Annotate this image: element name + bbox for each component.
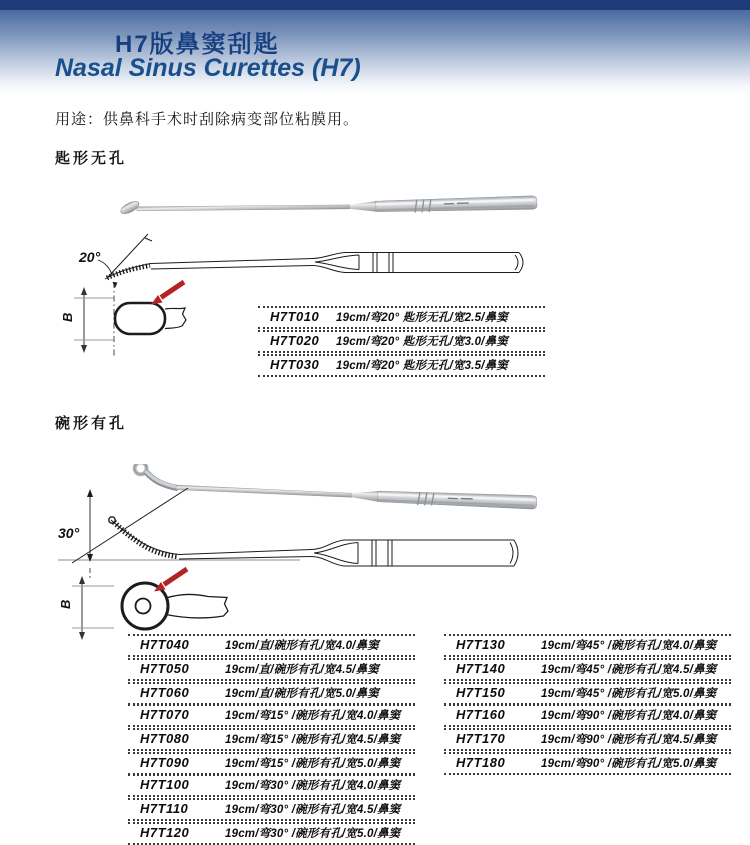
spec-description: 19cm/弯15° /碗形有孔/宽4.0/鼻窦 [225,710,401,722]
table-row [128,658,415,681]
spec-description: 19cm/弯45° /碗形有孔/宽4.0/鼻窦 [541,640,717,652]
table-row [128,682,415,705]
table-row [258,330,545,353]
spoon-curette-photo [112,188,544,232]
table-row [444,752,731,775]
spec-description: 19cm/直/碗形有孔/宽5.0/鼻窦 [225,688,379,700]
model-code: H7T080 [140,731,190,746]
section2-table-45deg [444,634,731,706]
dimension-B [58,576,114,640]
model-code: H7T130 [456,637,506,652]
model-code: H7T140 [456,661,506,676]
spoon-cross-section [115,303,186,334]
bowl-cross-section [122,583,228,629]
model-code: H7T060 [140,685,190,700]
spec-description: 19cm/弯90° /碗形有孔/宽5.0/鼻窦 [541,758,717,770]
model-code: H7T160 [456,707,506,722]
table-row [128,704,415,727]
table-row [128,634,415,657]
red-arrow-marker [151,282,184,305]
svg-text:B: B [58,599,73,609]
table-row [258,354,545,377]
spec-description: 19cm/直/碗形有孔/宽4.5/鼻窦 [225,664,379,676]
table-row [128,798,415,821]
section2-table-straight [128,634,415,706]
table-row [128,822,415,845]
table-row [444,682,731,705]
model-code: H7T100 [140,777,190,792]
usage-note: 用途：供鼻科手术时刮除病变部位粘膜用。 [55,111,360,128]
model-code: H7T090 [140,755,190,770]
section2-table-90deg [444,704,731,776]
table-row [444,704,731,727]
spec-description: 19cm/直/碗形有孔/宽4.0/鼻窦 [225,640,379,652]
spec-description: 19cm/弯15° /碗形有孔/宽5.0/鼻窦 [225,758,401,770]
spec-description: 19cm/弯20° 匙形无孔/宽3.5/鼻窦 [336,360,508,372]
spec-description: 19cm/弯30° /碗形有孔/宽4.5/鼻窦 [225,804,401,816]
dimension-B [60,287,115,353]
header-gradient [0,10,750,96]
section2-heading: 碗形有孔 [55,415,128,432]
bowl-curette-diagram [50,478,550,643]
model-code: H7T180 [456,755,506,770]
spec-description: 19cm/弯45° /碗形有孔/宽4.5/鼻窦 [541,664,717,676]
spec-description: 19cm/弯45° /碗形有孔/宽5.0/鼻窦 [541,688,717,700]
section2-table-15deg [128,704,415,776]
red-arrow-marker [154,569,187,592]
table-row [128,752,415,775]
spec-description: 19cm/弯20° 匙形无孔/宽2.5/鼻窦 [336,312,508,324]
table-row [444,658,731,681]
svg-text:B: B [60,312,75,322]
table-row [258,306,545,329]
model-code: H7T020 [270,333,320,348]
model-code: H7T120 [140,825,190,840]
table-row [444,728,731,751]
spec-description: 19cm/弯30° /碗形有孔/宽4.0/鼻窦 [225,780,401,792]
header-navy-bar [0,0,750,10]
model-code: H7T150 [456,685,506,700]
model-code: H7T070 [140,707,190,722]
angle-label-20: 20° [79,249,101,265]
model-code: H7T050 [140,661,190,676]
model-code: H7T010 [270,309,320,324]
section1-table [258,306,545,378]
table-row [128,728,415,751]
section1-heading: 匙形无孔 [55,150,128,167]
spec-description: 19cm/弯15° /碗形有孔/宽4.5/鼻窦 [225,734,401,746]
model-code: H7T110 [140,801,189,816]
model-code: H7T030 [270,357,320,372]
table-row [128,774,415,797]
model-code: H7T170 [456,731,506,746]
spec-description: 19cm/弯20° 匙形无孔/宽3.0/鼻窦 [336,336,508,348]
spec-description: 19cm/弯30° /碗形有孔/宽5.0/鼻窦 [225,828,401,840]
page-title-zh: H7版鼻窦刮匙 [115,31,280,58]
model-code: H7T040 [140,637,190,652]
page-title-en: Nasal Sinus Curettes (H7) [55,54,361,82]
section2-table-30deg [128,774,415,845]
spec-description: 19cm/弯90° /碗形有孔/宽4.5/鼻窦 [541,734,717,746]
table-row [444,634,731,657]
spec-description: 19cm/弯90° /碗形有孔/宽4.0/鼻窦 [541,710,717,722]
angle-label-30: 30° [58,525,80,541]
